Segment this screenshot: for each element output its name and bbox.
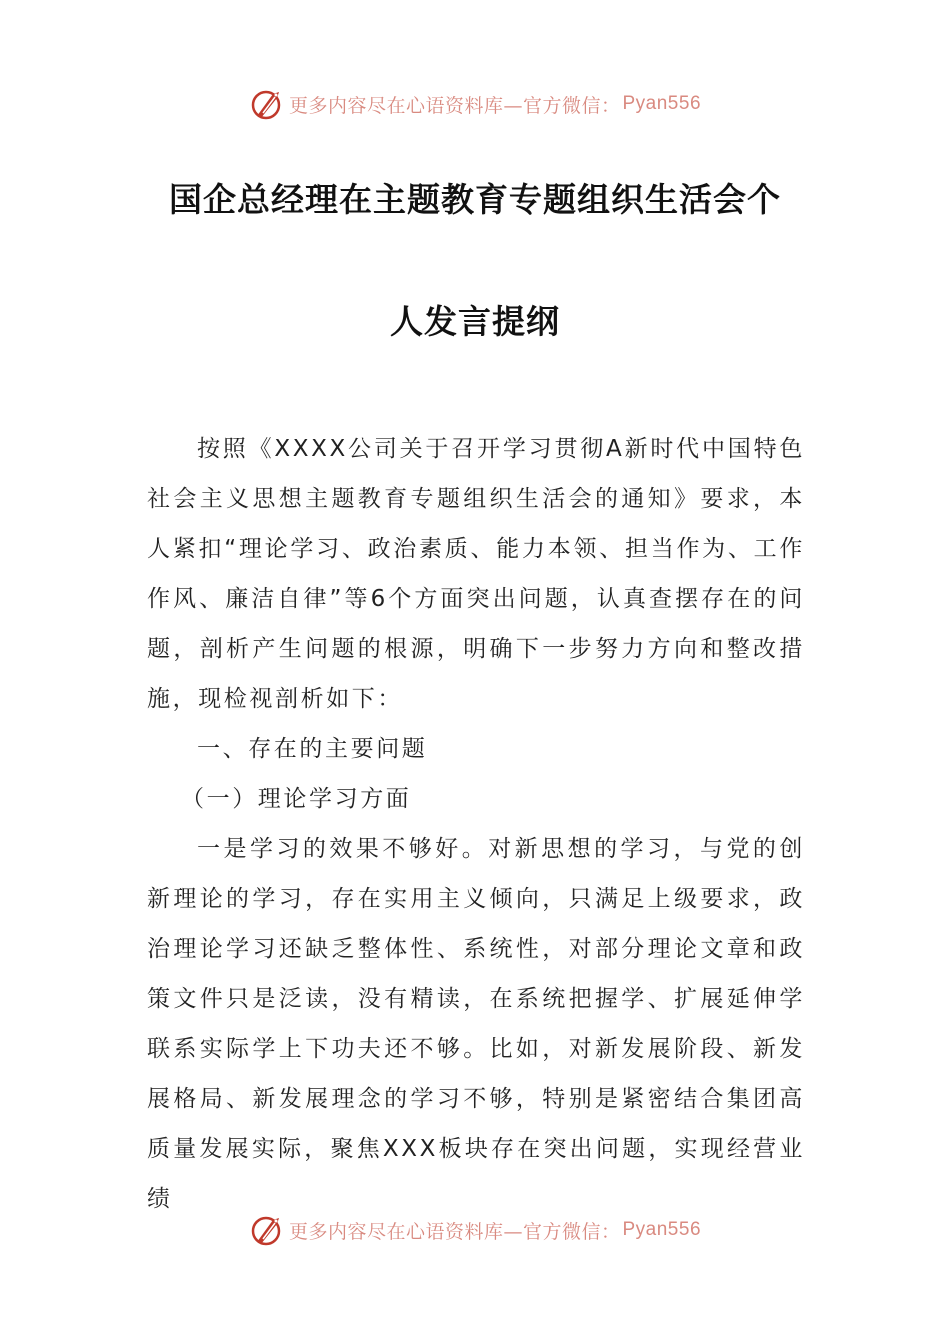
footer-watermark-id: Pyan556 xyxy=(622,1219,702,1240)
header-watermark-id: Pyan556 xyxy=(622,93,702,114)
footer-watermark-text: 更多内容尽在心语资料库—官方微信： xyxy=(288,1220,621,1243)
body-paragraph-1: 一是学习的效果不够好。对新思想的学习，与党的创新理论的学习，存在实用主义倾向，只满足上级要求，政治理论学习还缺乏整体性、系统性，对部分理论文章和政策文件只是泛读，没有精读，在系统把握学、扩展延伸学联系实际学上下功夫还不够。比如，对新发展阶段、新发展格局、新发展理念的学习不够，特别是紧密结合集团高质量发展实际，聚焦XXX板块存在突出问题，实现经营业绩 xyxy=(147,836,805,1212)
pen-nib-logo-icon xyxy=(249,1212,285,1248)
document-title-line-2: 人发言提纲 xyxy=(390,302,560,341)
intro-paragraph: 按照《XXXX公司关于召开学习贯彻A新时代中国特色社会主义思想主题教育专题组织生活会的通知》要求，本人紧扣“理论学习、政治素质、能力本领、担当作为、工作作风、廉洁自律”等6个方面突出问题，认真查摆存在的问题，剖析产生问题的根源，明确下一步努力方向和整改措施，现检视剖析如下： xyxy=(147,436,805,712)
pen-nib-logo-icon xyxy=(249,86,285,122)
document-body xyxy=(147,424,805,1224)
document-title-line-1: 国企总经理在主题教育专题组织生活会个 xyxy=(169,180,781,219)
header-watermark-text: 更多内容尽在心语资料库—官方微信： xyxy=(288,94,621,117)
footer-watermark-banner xyxy=(0,1210,950,1250)
subsection-heading-1: （一）理论学习方面 xyxy=(181,786,412,812)
section-heading-1: 一、存在的主要问题 xyxy=(197,736,428,762)
header-watermark-banner xyxy=(0,84,950,124)
